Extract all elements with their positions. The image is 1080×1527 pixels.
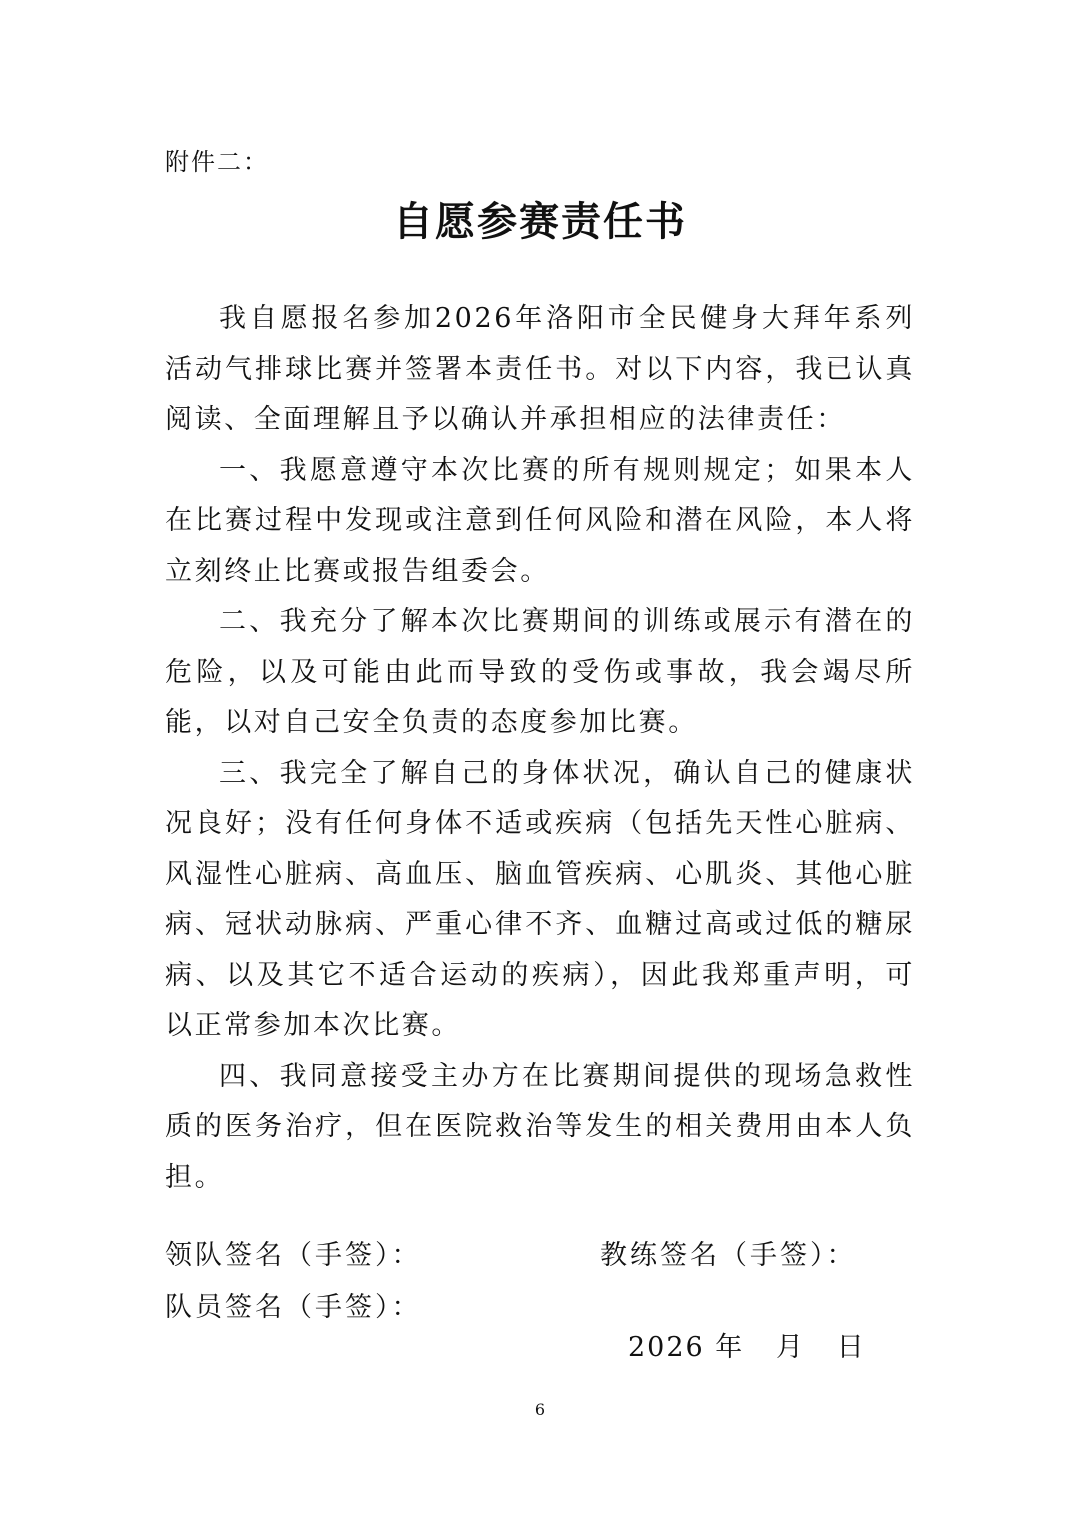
clause-4-paragraph: 四、我同意接受主办方在比赛期间提供的现场急救性质的医务治疗，但在医院救治等发生的相关费用由本人负担。 <box>165 1060 915 1193</box>
document-body <box>165 294 915 1203</box>
intro-paragraph: 我自愿报名参加2026年洛阳市全民健身大拜年系列活动气排球比赛并签署本责任书。对以下内容，我已认真阅读、全面理解且予以确认并承担相应的法律责任： <box>165 303 915 435</box>
clause-1-paragraph: 一、我愿意遵守本次比赛的所有规则规定；如果本人在比赛过程中发现或注意到任何风险和潜在风险，本人将立刻终止比赛或报告组委会。 <box>165 454 915 587</box>
clause-3-paragraph: 三、我完全了解自己的身体状况，确认自己的健康状况良好；没有任何身体不适或疾病（包括先天性心脏病、风湿性心脏病、高血压、脑血管疾病、心肌炎、其他心脏病、冠状动脉病、严重心律不齐、血糖过高或过低的糖尿病、以及其它不适合运动的疾病），因此我郑重声明，可以正常参加本次比赛。 <box>165 757 915 1041</box>
page-number: 6 <box>534 1400 546 1419</box>
clause-2-paragraph: 二、我充分了解本次比赛期间的训练或展示有潜在的危险，以及可能由此而导致的受伤或事故，我会竭尽所能，以对自己安全负责的态度参加比赛。 <box>165 606 915 738</box>
date-line: 2026 年 月 日 <box>628 1332 866 1363</box>
leader-signature-label: 领队签名（手签）： <box>165 1240 422 1271</box>
member-signature-label: 队员签名（手签）： <box>165 1292 422 1323</box>
attachment-label: 附件二： <box>165 148 269 176</box>
coach-signature-label: 教练签名（手签）： <box>600 1240 857 1271</box>
document-title: 自愿参赛责任书 <box>393 198 687 245</box>
